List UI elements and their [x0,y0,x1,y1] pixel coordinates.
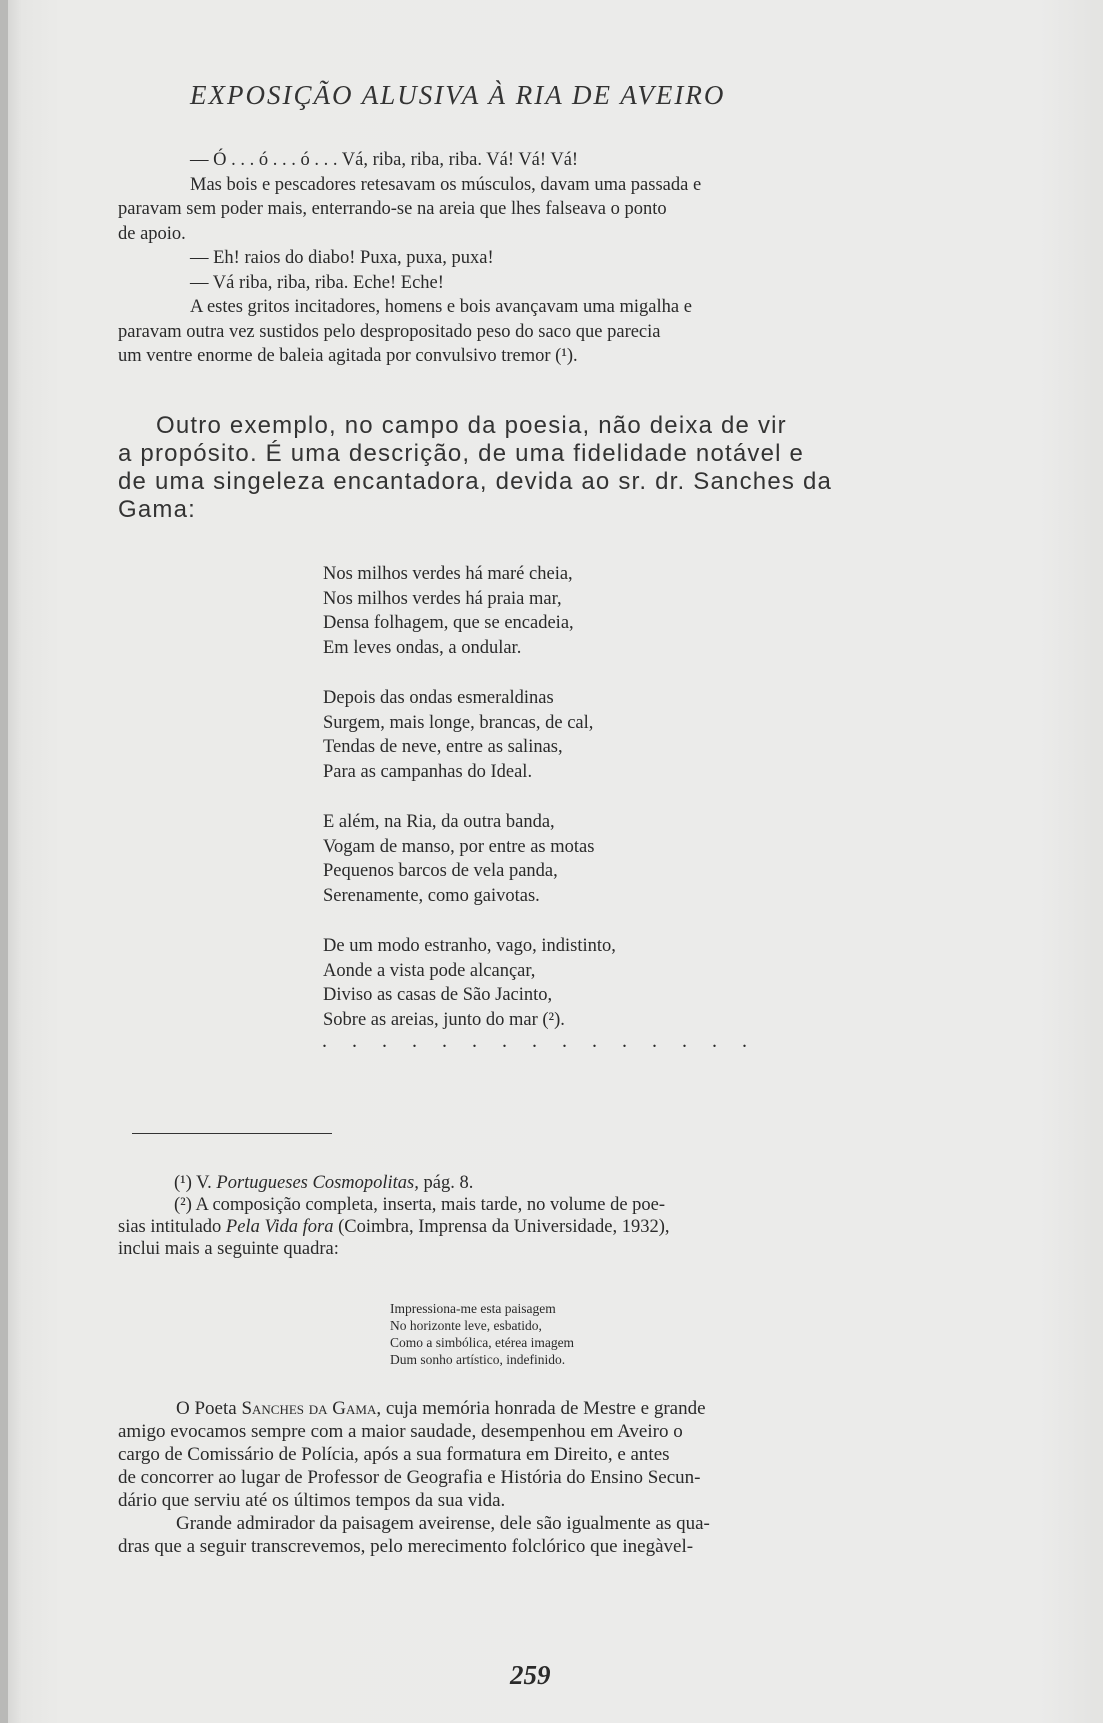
page-number: 259 [510,1660,551,1690]
closing-line: dário que serviu até os últimos tempos da sua vida. [118,1490,506,1511]
poem-stanza [323,562,823,660]
footnote-2-line: inclui mais a seguinte quadra: [118,1239,339,1259]
closing-line: cargo de Comissário de Polícia, após a sua formatura em Direito, e antes [118,1444,670,1465]
quatrain-line: Dum sonho artístico, indefinido. [390,1352,566,1367]
closing-line: de concorrer ao lugar de Professor de Geografia e História do Ensino Secun- [118,1467,701,1488]
dialogue-line: paravam sem poder mais, enterrando-se na areia que lhes falseava o ponto [118,199,667,219]
poem-ellipsis: . . . . . . . . . . . . . . . [322,1030,757,1052]
quatrain-line: Impressiona-me esta paisagem [390,1301,556,1316]
author-name: Sanches da Gama, [241,1398,382,1419]
poem-line: Pequenos barcos de vela panda, [323,861,558,881]
closing-text: cuja memória honrada de Mestre e grande [385,1398,706,1419]
closing-line: Grande admirador da paisagem aveirense, dele são igualmente as qua- [176,1513,710,1534]
footnote-2-line [118,1216,980,1238]
poem-line: Nos milhos verdes há maré cheia, [323,564,573,584]
footnote-1 [118,1172,980,1194]
closing-text: O Poeta [176,1398,237,1419]
poem-stanza [323,934,823,1032]
poem-line: Em leves ondas, a ondular. [323,637,522,658]
poem-stanza [323,810,823,908]
footnote-2 [118,1194,980,1216]
poem-line: Diviso as casas de São Jacinto, [323,985,553,1005]
dialogue-line: paravam outra vez sustidos pelo despropositado peso do saco que parecia [118,321,661,342]
book-spine [0,0,8,1723]
poem-line: Depois das ondas esmeraldinas [323,688,554,708]
intro-line: Outro exemplo, no campo da poesia, não deixa de vir [156,412,787,439]
poem-line: De um modo estranho, vago, indistinto, [323,936,616,956]
dialogue-line: — Eh! raios do diabo! Puxa, puxa, puxa! [190,248,494,268]
dialogue-passage [118,148,980,369]
dialogue-line: de apoio. [118,223,186,244]
footnote-text: (Coimbra, Imprensa da Universidade, 1932), [338,1217,670,1237]
footnote-title: Pela Vida fora [225,1217,334,1237]
closing-line: dras que a seguir transcrevemos, pelo merecimento folclórico que inegàvel- [118,1536,694,1557]
dialogue-line: Mas bois e pescadores retesavam os músculos, davam uma passada e [190,174,702,195]
footnotes [118,1172,980,1260]
intro-line: a propósito. É uma descrição, de uma fidelidade notável e [118,440,805,467]
dialogue-line: — Vá riba, riba, riba. Eche! Eche! [190,272,444,293]
closing-paragraphs [118,1397,980,1558]
poem-line: Nos milhos verdes há praia mar, [323,588,562,609]
closing-line [118,1397,980,1420]
footnote-title: Portugueses Cosmopolitas, [216,1173,419,1193]
poem-line: Tendas de neve, entre as salinas, [323,737,563,757]
poem-line: E além, na Ria, da outra banda, [323,812,555,832]
poem-stanza [323,686,823,784]
running-header: EXPOSIÇÃO ALUSIVA À RIA DE AVEIRO [190,80,726,110]
poem-line: Densa folhagem, que se encadeia, [323,613,574,633]
dialogue-line: A estes gritos incitadores, homens e bois avançavam uma migalha e [190,297,692,317]
poem-line: Serenamente, como gaivotas. [323,885,540,906]
dialogue-line: um ventre enorme de baleia agitada por convulsivo tremor (¹). [118,346,578,366]
footnote-text: V. [196,1173,212,1193]
quoted-quatrain [390,1300,810,1368]
intro-paragraph [118,412,980,524]
poem-line: Vogam de manso, por entre as motas [323,836,595,857]
footnote-text: pág. 8. [423,1173,474,1193]
poem-line: Para as campanhas do Ideal. [323,761,533,782]
closing-line: amigo evocamos sempre com a maior saudade, desempenhou em Aveiro o [118,1421,683,1442]
intro-line: de uma singeleza encantadora, devida ao sr. dr. Sanches da [118,468,833,495]
dialogue-line: — Ó . . . ó . . . ó . . . Vá, riba, riba, riba. Vá! Vá! Vá! [190,150,579,170]
footnote-rule [132,1133,332,1134]
intro-line: Gama: [118,496,197,523]
footnote-text: sias intitulado [118,1217,222,1237]
poem-line: Aonde a vista pode alcançar, [323,960,536,981]
poem-line: Sobre as areias, junto do mar (²). [323,1009,565,1030]
footnote-mark: (¹) [174,1173,192,1193]
quatrain-line: No horizonte leve, esbatido, [390,1318,542,1333]
footnote-text: A composição completa, inserta, mais tarde, no volume de poe- [195,1195,666,1215]
quatrain-line: Como a simbólica, etérea imagem [390,1335,575,1350]
poem-line: Surgem, mais longe, brancas, de cal, [323,712,594,733]
footnote-mark: (²) [174,1195,192,1215]
